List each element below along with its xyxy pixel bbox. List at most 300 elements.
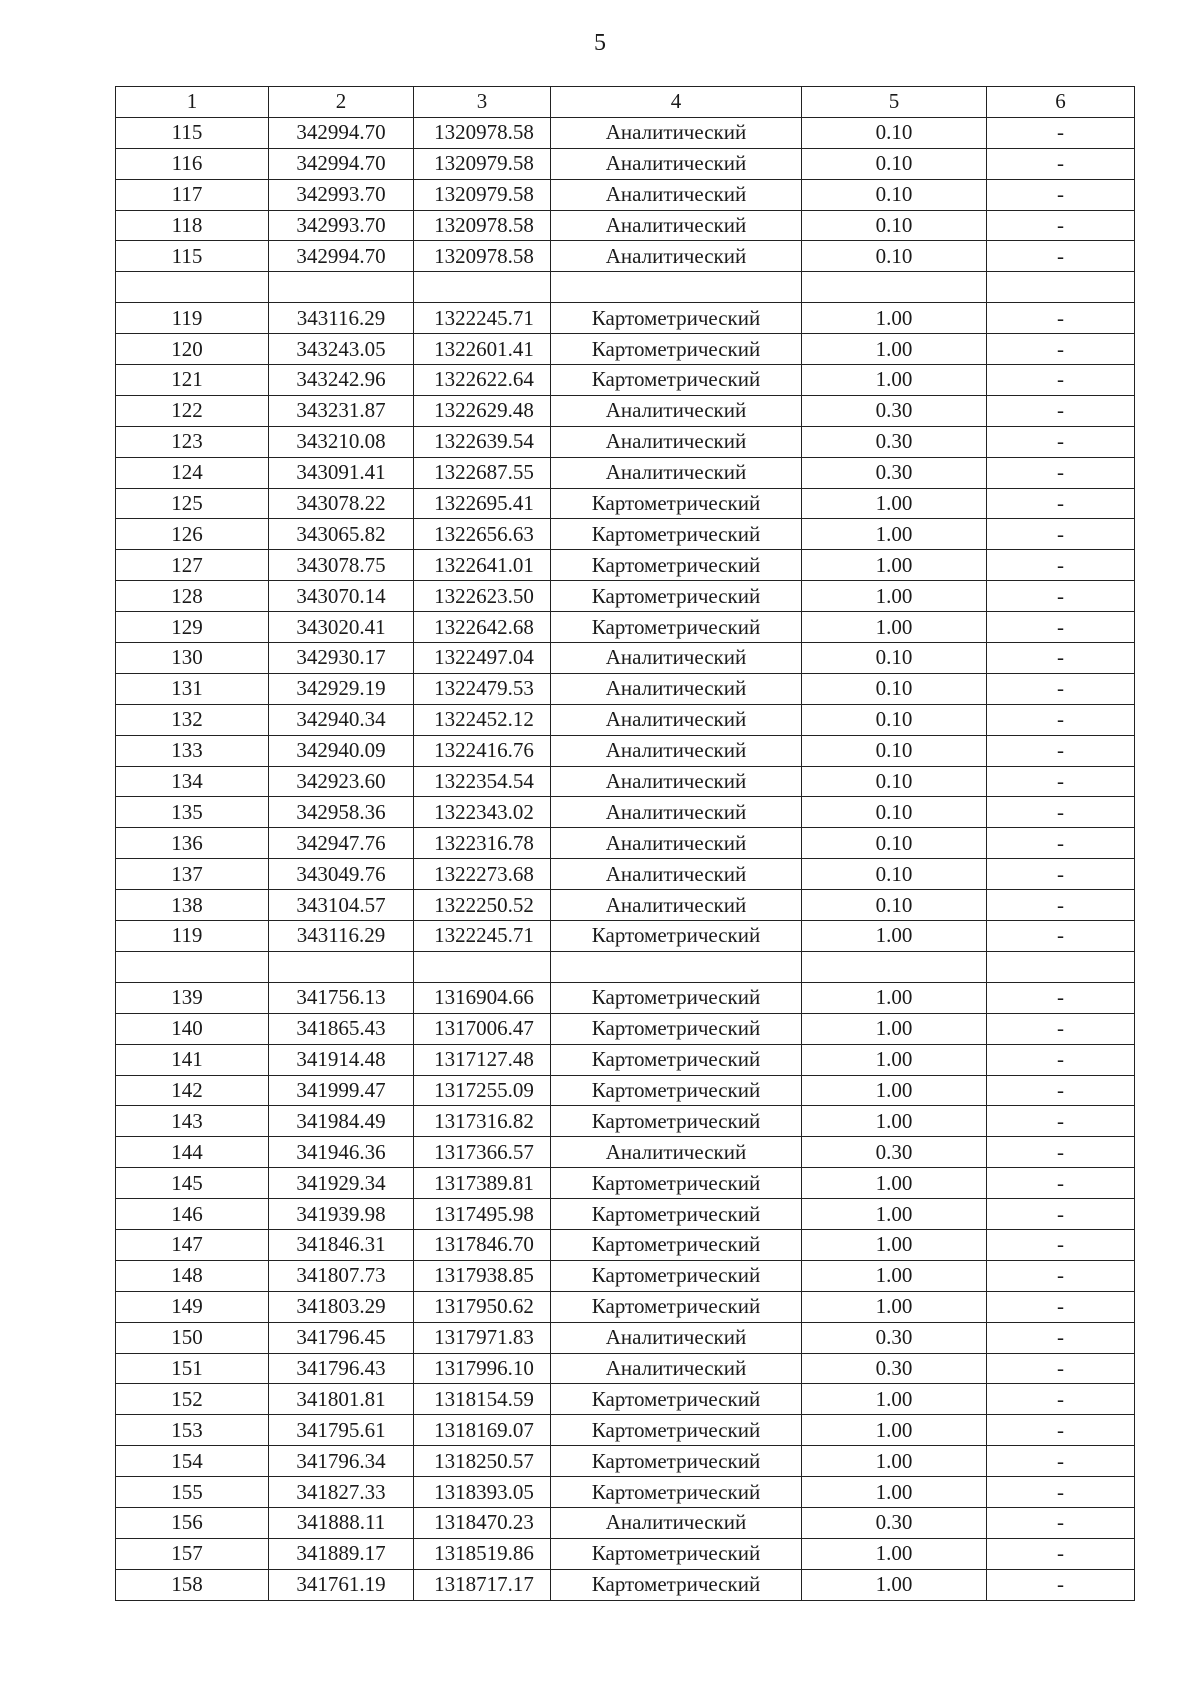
point-number-cell: 128 <box>116 581 269 612</box>
x-coordinate-cell: 341929.34 <box>269 1168 414 1199</box>
point-number-cell: 153 <box>116 1415 269 1446</box>
x-coordinate-cell: 341888.11 <box>269 1507 414 1538</box>
x-coordinate-cell: 342994.70 <box>269 117 414 148</box>
x-coordinate-cell: 341889.17 <box>269 1538 414 1569</box>
y-coordinate-cell: 1318250.57 <box>414 1446 551 1477</box>
y-coordinate-cell: 1322354.54 <box>414 766 551 797</box>
table-row <box>116 828 1135 859</box>
method-cell: Картометрический <box>551 1415 802 1446</box>
point-number-cell: 137 <box>116 859 269 890</box>
table-row <box>116 921 1135 952</box>
table-row <box>116 241 1135 272</box>
point-number-cell: 142 <box>116 1075 269 1106</box>
y-coordinate-cell: 1322695.41 <box>414 488 551 519</box>
note-cell: - <box>987 1013 1135 1044</box>
table-row <box>116 1291 1135 1322</box>
method-cell: Аналитический <box>551 1322 802 1353</box>
accuracy-cell: 0.30 <box>802 395 987 426</box>
method-cell: Картометрический <box>551 1168 802 1199</box>
y-coordinate-cell: 1322479.53 <box>414 673 551 704</box>
accuracy-cell <box>802 272 987 303</box>
x-coordinate-cell: 343243.05 <box>269 334 414 365</box>
x-coordinate-cell: 341984.49 <box>269 1106 414 1137</box>
note-cell: - <box>987 426 1135 457</box>
y-coordinate-cell <box>414 951 551 982</box>
y-coordinate-cell: 1322642.68 <box>414 612 551 643</box>
note-cell: - <box>987 1229 1135 1260</box>
accuracy-cell: 0.10 <box>802 241 987 272</box>
accuracy-cell: 0.10 <box>802 797 987 828</box>
point-number-cell: 124 <box>116 457 269 488</box>
accuracy-cell: 0.10 <box>802 210 987 241</box>
point-number-cell: 147 <box>116 1229 269 1260</box>
y-coordinate-cell: 1320979.58 <box>414 179 551 210</box>
coordinates-table <box>115 86 1135 1601</box>
x-coordinate-cell: 342947.76 <box>269 828 414 859</box>
point-number-cell: 115 <box>116 241 269 272</box>
note-cell: - <box>987 1569 1135 1600</box>
table-row <box>116 395 1135 426</box>
point-number-cell: 145 <box>116 1168 269 1199</box>
note-cell: - <box>987 859 1135 890</box>
y-coordinate-cell: 1317255.09 <box>414 1075 551 1106</box>
y-coordinate-cell: 1317846.70 <box>414 1229 551 1260</box>
note-cell: - <box>987 365 1135 396</box>
y-coordinate-cell: 1322273.68 <box>414 859 551 890</box>
y-coordinate-cell: 1317495.98 <box>414 1199 551 1230</box>
x-coordinate-cell: 341801.81 <box>269 1384 414 1415</box>
method-cell: Картометрический <box>551 1044 802 1075</box>
table-row <box>116 1507 1135 1538</box>
accuracy-cell: 1.00 <box>802 1569 987 1600</box>
table-row <box>116 550 1135 581</box>
y-coordinate-cell: 1317971.83 <box>414 1322 551 1353</box>
point-number-cell: 154 <box>116 1446 269 1477</box>
accuracy-cell: 1.00 <box>802 1415 987 1446</box>
method-cell: Аналитический <box>551 1137 802 1168</box>
method-cell: Аналитический <box>551 395 802 426</box>
accuracy-cell: 1.00 <box>802 1168 987 1199</box>
table-row <box>116 1137 1135 1168</box>
point-number-cell: 134 <box>116 766 269 797</box>
y-coordinate-cell: 1318154.59 <box>414 1384 551 1415</box>
y-coordinate-cell: 1320978.58 <box>414 117 551 148</box>
x-coordinate-cell <box>269 951 414 982</box>
note-cell: - <box>987 1446 1135 1477</box>
accuracy-cell: 0.30 <box>802 1353 987 1384</box>
accuracy-cell: 1.00 <box>802 365 987 396</box>
note-cell: - <box>987 612 1135 643</box>
y-coordinate-cell: 1317006.47 <box>414 1013 551 1044</box>
point-number-cell: 149 <box>116 1291 269 1322</box>
x-coordinate-cell: 341756.13 <box>269 982 414 1013</box>
accuracy-cell: 0.30 <box>802 457 987 488</box>
x-coordinate-cell: 341946.36 <box>269 1137 414 1168</box>
x-coordinate-cell: 343078.75 <box>269 550 414 581</box>
note-cell: - <box>987 1075 1135 1106</box>
accuracy-cell: 1.00 <box>802 581 987 612</box>
accuracy-cell: 1.00 <box>802 1260 987 1291</box>
point-number-cell: 140 <box>116 1013 269 1044</box>
method-cell: Аналитический <box>551 179 802 210</box>
note-cell: - <box>987 334 1135 365</box>
method-cell: Аналитический <box>551 117 802 148</box>
accuracy-cell: 0.10 <box>802 148 987 179</box>
point-number-cell: 117 <box>116 179 269 210</box>
column-header: 2 <box>269 87 414 118</box>
x-coordinate-cell: 342930.17 <box>269 643 414 674</box>
note-cell: - <box>987 982 1135 1013</box>
accuracy-cell: 1.00 <box>802 488 987 519</box>
method-cell: Картометрический <box>551 1013 802 1044</box>
y-coordinate-cell: 1322316.78 <box>414 828 551 859</box>
table-row <box>116 365 1135 396</box>
method-cell: Картометрический <box>551 1384 802 1415</box>
note-cell: - <box>987 1384 1135 1415</box>
point-number-cell: 116 <box>116 148 269 179</box>
accuracy-cell: 0.30 <box>802 426 987 457</box>
y-coordinate-cell: 1322452.12 <box>414 704 551 735</box>
table-row <box>116 179 1135 210</box>
x-coordinate-cell: 341914.48 <box>269 1044 414 1075</box>
point-number-cell: 150 <box>116 1322 269 1353</box>
point-number-cell: 139 <box>116 982 269 1013</box>
note-cell: - <box>987 550 1135 581</box>
table-row <box>116 1044 1135 1075</box>
x-coordinate-cell <box>269 272 414 303</box>
note-cell: - <box>987 643 1135 674</box>
table-row <box>116 1384 1135 1415</box>
point-number-cell: 148 <box>116 1260 269 1291</box>
point-number-cell: 122 <box>116 395 269 426</box>
note-cell: - <box>987 1538 1135 1569</box>
table-row <box>116 1075 1135 1106</box>
table-row <box>116 859 1135 890</box>
x-coordinate-cell: 341795.61 <box>269 1415 414 1446</box>
note-cell: - <box>987 179 1135 210</box>
method-cell: Аналитический <box>551 148 802 179</box>
x-coordinate-cell: 341846.31 <box>269 1229 414 1260</box>
note-cell: - <box>987 148 1135 179</box>
accuracy-cell: 1.00 <box>802 334 987 365</box>
method-cell: Аналитический <box>551 797 802 828</box>
accuracy-cell: 1.00 <box>802 1477 987 1508</box>
method-cell: Аналитический <box>551 828 802 859</box>
method-cell <box>551 951 802 982</box>
y-coordinate-cell: 1322601.41 <box>414 334 551 365</box>
method-cell: Аналитический <box>551 673 802 704</box>
note-cell: - <box>987 1477 1135 1508</box>
point-number-cell: 119 <box>116 303 269 334</box>
accuracy-cell: 0.10 <box>802 859 987 890</box>
method-cell: Картометрический <box>551 519 802 550</box>
table-row <box>116 797 1135 828</box>
table-row <box>116 1477 1135 1508</box>
x-coordinate-cell: 342929.19 <box>269 673 414 704</box>
y-coordinate-cell: 1322639.54 <box>414 426 551 457</box>
method-cell: Аналитический <box>551 735 802 766</box>
note-cell: - <box>987 457 1135 488</box>
note-cell: - <box>987 1137 1135 1168</box>
note-cell: - <box>987 1168 1135 1199</box>
y-coordinate-cell: 1317316.82 <box>414 1106 551 1137</box>
point-number-cell: 151 <box>116 1353 269 1384</box>
x-coordinate-cell: 342958.36 <box>269 797 414 828</box>
table-row <box>116 735 1135 766</box>
accuracy-cell: 1.00 <box>802 1013 987 1044</box>
note-cell: - <box>987 921 1135 952</box>
table-row <box>116 1569 1135 1600</box>
x-coordinate-cell: 341807.73 <box>269 1260 414 1291</box>
table-row <box>116 766 1135 797</box>
y-coordinate-cell: 1317389.81 <box>414 1168 551 1199</box>
x-coordinate-cell: 343020.41 <box>269 612 414 643</box>
accuracy-cell: 1.00 <box>802 1075 987 1106</box>
method-cell: Аналитический <box>551 643 802 674</box>
note-cell: - <box>987 797 1135 828</box>
method-cell: Аналитический <box>551 210 802 241</box>
y-coordinate-cell: 1322623.50 <box>414 581 551 612</box>
y-coordinate-cell: 1318393.05 <box>414 1477 551 1508</box>
note-cell: - <box>987 1507 1135 1538</box>
x-coordinate-cell: 343116.29 <box>269 921 414 952</box>
point-number-cell: 125 <box>116 488 269 519</box>
y-coordinate-cell: 1318470.23 <box>414 1507 551 1538</box>
table-row <box>116 643 1135 674</box>
accuracy-cell: 1.00 <box>802 1291 987 1322</box>
note-cell: - <box>987 1260 1135 1291</box>
accuracy-cell: 0.10 <box>802 766 987 797</box>
method-cell: Аналитический <box>551 704 802 735</box>
table-row <box>116 303 1135 334</box>
note-cell: - <box>987 828 1135 859</box>
accuracy-cell: 1.00 <box>802 1229 987 1260</box>
method-cell: Картометрический <box>551 581 802 612</box>
y-coordinate-cell: 1322687.55 <box>414 457 551 488</box>
note-cell: - <box>987 581 1135 612</box>
x-coordinate-cell: 341827.33 <box>269 1477 414 1508</box>
accuracy-cell: 1.00 <box>802 303 987 334</box>
table-row <box>116 951 1135 982</box>
point-number-cell <box>116 272 269 303</box>
x-coordinate-cell: 343070.14 <box>269 581 414 612</box>
x-coordinate-cell: 341865.43 <box>269 1013 414 1044</box>
method-cell: Картометрический <box>551 365 802 396</box>
table-row <box>116 612 1135 643</box>
accuracy-cell: 0.10 <box>802 704 987 735</box>
point-number-cell: 136 <box>116 828 269 859</box>
table-row <box>116 1229 1135 1260</box>
method-cell: Картометрический <box>551 1229 802 1260</box>
method-cell: Аналитический <box>551 859 802 890</box>
point-number-cell: 127 <box>116 550 269 581</box>
accuracy-cell: 0.10 <box>802 179 987 210</box>
table-row <box>116 117 1135 148</box>
accuracy-cell: 1.00 <box>802 982 987 1013</box>
table-row <box>116 210 1135 241</box>
point-number-cell: 135 <box>116 797 269 828</box>
table-row <box>116 1446 1135 1477</box>
point-number-cell: 121 <box>116 365 269 396</box>
table-row <box>116 334 1135 365</box>
y-coordinate-cell: 1322656.63 <box>414 519 551 550</box>
table-row <box>116 1013 1135 1044</box>
note-cell: - <box>987 1044 1135 1075</box>
y-coordinate-cell <box>414 272 551 303</box>
accuracy-cell: 0.10 <box>802 643 987 674</box>
note-cell: - <box>987 210 1135 241</box>
accuracy-cell: 0.10 <box>802 735 987 766</box>
note-cell: - <box>987 488 1135 519</box>
method-cell: Картометрический <box>551 1075 802 1106</box>
table-row <box>116 272 1135 303</box>
x-coordinate-cell: 342994.70 <box>269 241 414 272</box>
x-coordinate-cell: 341939.98 <box>269 1199 414 1230</box>
note-cell <box>987 951 1135 982</box>
method-cell: Картометрический <box>551 1260 802 1291</box>
x-coordinate-cell: 342993.70 <box>269 179 414 210</box>
column-header: 1 <box>116 87 269 118</box>
x-coordinate-cell: 341796.34 <box>269 1446 414 1477</box>
point-number-cell: 123 <box>116 426 269 457</box>
accuracy-cell: 0.10 <box>802 828 987 859</box>
method-cell: Картометрический <box>551 303 802 334</box>
method-cell <box>551 272 802 303</box>
note-cell: - <box>987 241 1135 272</box>
point-number-cell: 130 <box>116 643 269 674</box>
point-number-cell: 157 <box>116 1538 269 1569</box>
y-coordinate-cell: 1320978.58 <box>414 241 551 272</box>
method-cell: Картометрический <box>551 1569 802 1600</box>
table-row <box>116 519 1135 550</box>
y-coordinate-cell: 1320978.58 <box>414 210 551 241</box>
y-coordinate-cell: 1316904.66 <box>414 982 551 1013</box>
point-number-cell: 120 <box>116 334 269 365</box>
x-coordinate-cell: 343104.57 <box>269 890 414 921</box>
accuracy-cell: 1.00 <box>802 612 987 643</box>
x-coordinate-cell: 343078.22 <box>269 488 414 519</box>
x-coordinate-cell: 342993.70 <box>269 210 414 241</box>
table-row <box>116 704 1135 735</box>
accuracy-cell: 1.00 <box>802 1044 987 1075</box>
method-cell: Картометрический <box>551 612 802 643</box>
x-coordinate-cell: 343231.87 <box>269 395 414 426</box>
y-coordinate-cell: 1322245.71 <box>414 921 551 952</box>
method-cell: Картометрический <box>551 1291 802 1322</box>
point-number-cell <box>116 951 269 982</box>
y-coordinate-cell: 1322416.76 <box>414 735 551 766</box>
accuracy-cell: 1.00 <box>802 1384 987 1415</box>
point-number-cell: 119 <box>116 921 269 952</box>
x-coordinate-cell: 341796.45 <box>269 1322 414 1353</box>
x-coordinate-cell: 343065.82 <box>269 519 414 550</box>
y-coordinate-cell: 1317938.85 <box>414 1260 551 1291</box>
note-cell: - <box>987 1199 1135 1230</box>
point-number-cell: 144 <box>116 1137 269 1168</box>
y-coordinate-cell: 1317996.10 <box>414 1353 551 1384</box>
method-cell: Аналитический <box>551 457 802 488</box>
note-cell: - <box>987 303 1135 334</box>
method-cell: Картометрический <box>551 334 802 365</box>
note-cell <box>987 272 1135 303</box>
method-cell: Картометрический <box>551 1106 802 1137</box>
note-cell: - <box>987 117 1135 148</box>
point-number-cell: 131 <box>116 673 269 704</box>
point-number-cell: 146 <box>116 1199 269 1230</box>
accuracy-cell: 1.00 <box>802 1538 987 1569</box>
accuracy-cell: 1.00 <box>802 1106 987 1137</box>
method-cell: Картометрический <box>551 488 802 519</box>
method-cell: Аналитический <box>551 241 802 272</box>
note-cell: - <box>987 1106 1135 1137</box>
note-cell: - <box>987 395 1135 426</box>
accuracy-cell: 0.10 <box>802 117 987 148</box>
note-cell: - <box>987 519 1135 550</box>
accuracy-cell: 1.00 <box>802 1446 987 1477</box>
table-row <box>116 890 1135 921</box>
x-coordinate-cell: 341761.19 <box>269 1569 414 1600</box>
method-cell: Картометрический <box>551 1477 802 1508</box>
point-number-cell: 141 <box>116 1044 269 1075</box>
y-coordinate-cell: 1322629.48 <box>414 395 551 426</box>
column-header: 6 <box>987 87 1135 118</box>
table-row <box>116 1260 1135 1291</box>
x-coordinate-cell: 342940.34 <box>269 704 414 735</box>
method-cell: Аналитический <box>551 1353 802 1384</box>
page-number: 5 <box>594 30 606 56</box>
method-cell: Картометрический <box>551 550 802 581</box>
note-cell: - <box>987 1353 1135 1384</box>
accuracy-cell: 0.30 <box>802 1507 987 1538</box>
y-coordinate-cell: 1318169.07 <box>414 1415 551 1446</box>
point-number-cell: 126 <box>116 519 269 550</box>
table-row <box>116 426 1135 457</box>
table-row <box>116 1199 1135 1230</box>
table-header-row <box>116 87 1135 118</box>
accuracy-cell: 0.30 <box>802 1137 987 1168</box>
table-body <box>116 117 1135 1600</box>
accuracy-cell: 0.10 <box>802 673 987 704</box>
x-coordinate-cell: 343091.41 <box>269 457 414 488</box>
table-row <box>116 673 1135 704</box>
x-coordinate-cell: 342940.09 <box>269 735 414 766</box>
y-coordinate-cell: 1317950.62 <box>414 1291 551 1322</box>
accuracy-cell: 0.30 <box>802 1322 987 1353</box>
note-cell: - <box>987 890 1135 921</box>
column-header: 3 <box>414 87 551 118</box>
table-row <box>116 1538 1135 1569</box>
x-coordinate-cell: 342994.70 <box>269 148 414 179</box>
y-coordinate-cell: 1322641.01 <box>414 550 551 581</box>
y-coordinate-cell: 1318519.86 <box>414 1538 551 1569</box>
accuracy-cell: 1.00 <box>802 921 987 952</box>
y-coordinate-cell: 1322497.04 <box>414 643 551 674</box>
table-row <box>116 148 1135 179</box>
y-coordinate-cell: 1322245.71 <box>414 303 551 334</box>
table-row <box>116 581 1135 612</box>
method-cell: Картометрический <box>551 982 802 1013</box>
point-number-cell: 143 <box>116 1106 269 1137</box>
method-cell: Аналитический <box>551 766 802 797</box>
y-coordinate-cell: 1317366.57 <box>414 1137 551 1168</box>
table-row <box>116 1322 1135 1353</box>
accuracy-cell: 1.00 <box>802 519 987 550</box>
point-number-cell: 133 <box>116 735 269 766</box>
method-cell: Картометрический <box>551 1538 802 1569</box>
x-coordinate-cell: 343210.08 <box>269 426 414 457</box>
point-number-cell: 158 <box>116 1569 269 1600</box>
table-row <box>116 982 1135 1013</box>
